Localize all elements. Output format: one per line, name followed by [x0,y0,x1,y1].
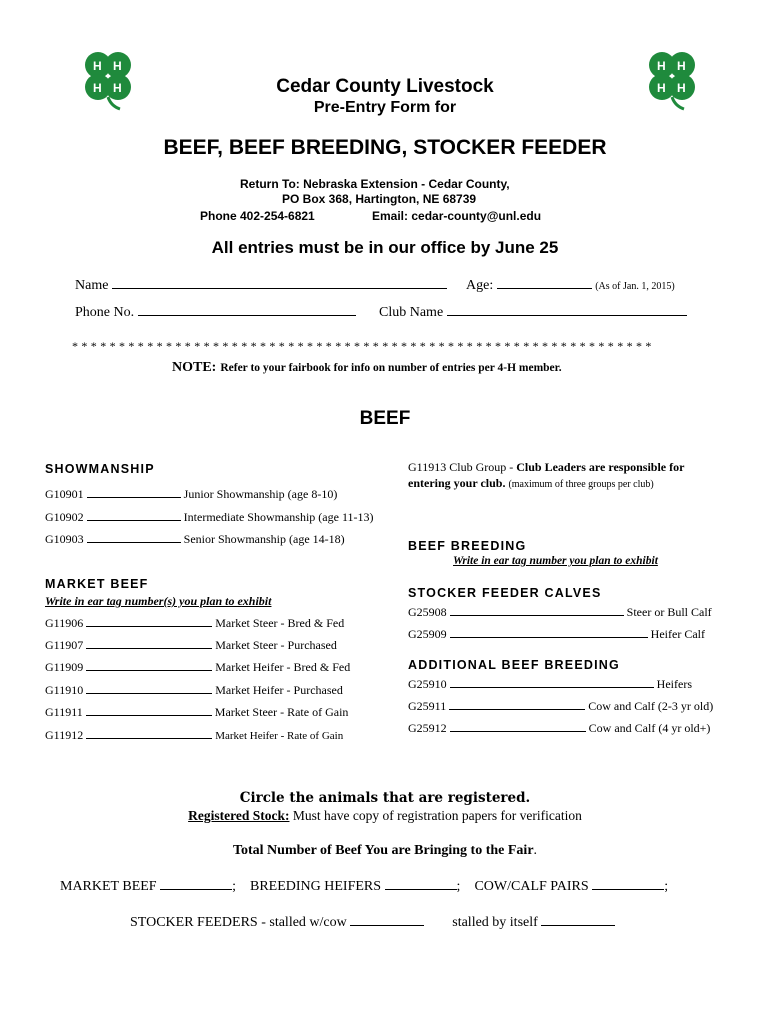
return-address-line1 [240,177,510,191]
age-field[interactable] [497,277,592,289]
list-item [408,676,692,692]
entry-code: G11907 [45,638,84,652]
registered-stock-text: Must have copy of registration papers for verification [292,808,582,823]
entry-field[interactable] [87,509,181,521]
entry-label: Heifer Calf [650,627,705,641]
beef-breeding-heading: BEEF BREEDING [408,539,527,553]
entry-code: G25909 [408,627,447,641]
list-item [408,720,710,736]
entry-label: Intermediate Showmanship (age 11-13) [183,510,374,524]
entry-label: Junior Showmanship (age 8-10) [183,487,338,501]
name-row [75,277,447,294]
club-group-row [408,460,684,475]
club-group-row2 [408,476,654,491]
age-row [466,277,675,294]
entry-field[interactable] [450,676,654,688]
club-group-max-note: (maximum of three groups per club) [508,479,654,490]
phone-label: Phone No. [75,305,135,320]
entry-label: Market Heifer - Rate of Gain [215,730,344,742]
svg-text:H: H [677,81,686,95]
entry-field[interactable] [87,486,181,498]
cow-calf-pairs-total-field[interactable] [592,878,664,890]
entry-label: Club Group - [449,460,514,474]
entry-field[interactable] [450,626,648,638]
entry-code: G25911 [408,699,447,713]
entry-field[interactable] [86,682,212,694]
list-item [45,531,345,547]
phone-field[interactable] [138,304,356,316]
entry-label: Market Steer - Purchased [215,638,337,652]
entry-field[interactable] [450,720,586,732]
market-beef-total-label: MARKET BEEF [60,879,157,894]
stalled-itself-label: stalled by itself [452,915,538,930]
return-label: Return To: [240,177,300,191]
entry-label: Cow and Calf (2-3 yr old) [588,699,714,713]
office-email: Email: cedar-county@unl.edu [372,209,542,223]
svg-text:H: H [657,81,666,95]
stocker-stalled-cow-label: STOCKER FEEDERS - stalled w/cow [130,915,347,930]
stocker-heading: STOCKER FEEDER CALVES [408,586,602,600]
entry-code: G10901 [45,487,84,501]
svg-text:H: H [657,59,666,73]
name-field[interactable] [112,277,447,289]
additional-breeding-heading: ADDITIONAL BEEF BREEDING [408,658,620,672]
list-item [45,727,343,743]
svg-text:H: H [113,81,122,95]
club-leaders-note2: entering your club. [408,476,506,490]
entry-code: G10903 [45,532,84,546]
totals-row: MARKET BEEF ; BREEDING HEIFERS ; COW/CALF PAIRS ; [60,879,669,894]
entry-code: G11906 [45,616,84,630]
phone-row [75,304,356,321]
circle-registered-note: Circle the animals that are registered. [239,790,531,806]
list-item [45,637,337,653]
entry-field[interactable] [87,531,181,543]
deadline-notice: All entries must be in our office by June 25 [211,238,559,257]
entry-field[interactable] [86,727,212,739]
office-phone: Phone 402-254-6821 [200,209,315,223]
entry-code: G25910 [408,677,447,691]
form-subtitle: Pre-Entry Form for [313,99,457,116]
entry-code: G11910 [45,683,84,697]
club-leaders-note: Club Leaders are responsible for [516,460,685,474]
form-title: Cedar County Livestock [276,76,494,97]
market-beef-total-field[interactable] [160,878,232,890]
entry-label: Market Steer - Bred & Fed [215,616,345,630]
name-label: Name [75,278,109,293]
entry-code: G11913 [408,460,447,474]
registered-stock-note [0,808,770,824]
showmanship-heading: SHOWMANSHIP [45,462,155,476]
list-item [45,682,343,698]
entry-field[interactable] [86,704,212,716]
return-address-line2: PO Box 368, Hartington, NE 68739 [282,192,477,206]
note [172,358,562,376]
list-item [408,626,705,642]
return-address: Nebraska Extension - Cedar County, [303,177,510,191]
stocker-totals-row [130,914,615,931]
entry-code: G11909 [45,660,84,674]
entry-label: Heifers [656,677,692,691]
entry-field[interactable] [86,615,212,627]
total-beef-text: Total Number of Beef You are Bringing to the Fair [232,843,534,858]
entry-label: Market Steer - Rate of Gain [214,705,349,719]
stocker-stalled-cow-field[interactable] [350,914,424,926]
list-item [45,615,344,631]
entry-field[interactable] [86,659,212,671]
svg-text:H: H [113,59,122,73]
entry-field[interactable] [86,637,212,649]
entry-field[interactable] [449,698,585,710]
entry-label: Cow and Calf (4 yr old+) [588,721,711,735]
age-note: (As of Jan. 1, 2015) [595,281,675,292]
breeding-heifers-total-field[interactable] [385,878,457,890]
svg-text:H: H [677,59,686,73]
note-label: NOTE: [172,360,217,375]
entry-code: G25912 [408,721,447,735]
entry-code: G10902 [45,510,84,524]
cow-calf-pairs-total-label: COW/CALF PAIRS [474,879,589,894]
registered-stock-label: Registered Stock: [188,808,290,823]
entry-code: G11912 [45,728,84,742]
club-row [379,304,687,321]
entry-field[interactable] [450,604,624,616]
list-item [408,604,712,620]
age-label: Age: [466,278,494,293]
entry-code: G11911 [45,705,83,719]
page-title: BEEF, BEEF BREEDING, STOCKER FEEDER [163,136,607,159]
entry-code: G25908 [408,605,447,619]
list-item [45,486,337,502]
entry-label: Market Heifer - Bred & Fed [215,660,351,674]
entry-label: Steer or Bull Calf [626,605,712,619]
list-item [45,659,350,675]
club-label: Club Name [379,305,444,320]
stalled-itself-field[interactable] [541,914,615,926]
entry-label: Market Heifer - Purchased [215,683,343,697]
market-beef-heading: MARKET BEEF [45,577,149,591]
list-item [45,509,374,525]
list-item [408,698,713,714]
list-item [45,704,348,720]
club-field[interactable] [447,304,687,316]
breeding-heifers-total-label: BREEDING HEIFERS [249,879,382,894]
section-title-beef: BEEF [359,408,411,429]
market-instruction: Write in ear tag number(s) you plan to exhibit [45,594,272,608]
svg-text:H: H [93,59,102,73]
divider-stars: * * * * * * * * * * * * * * * * * * * * * * * * * * * * * * * * * * * * * * * * * * * * * * * * * * * * * * * * * * * * * * [72,339,652,353]
note-text: Refer to your fairbook for info on number of entries per 4-H member. [220,362,562,374]
entry-label: Senior Showmanship (age 14-18) [183,532,345,546]
breeding-instruction: Write in ear tag number you plan to exhibit [453,555,658,567]
total-beef-heading: Total Number of Beef You are Bringing to the Fair. [232,843,538,858]
svg-text:H: H [93,81,102,95]
